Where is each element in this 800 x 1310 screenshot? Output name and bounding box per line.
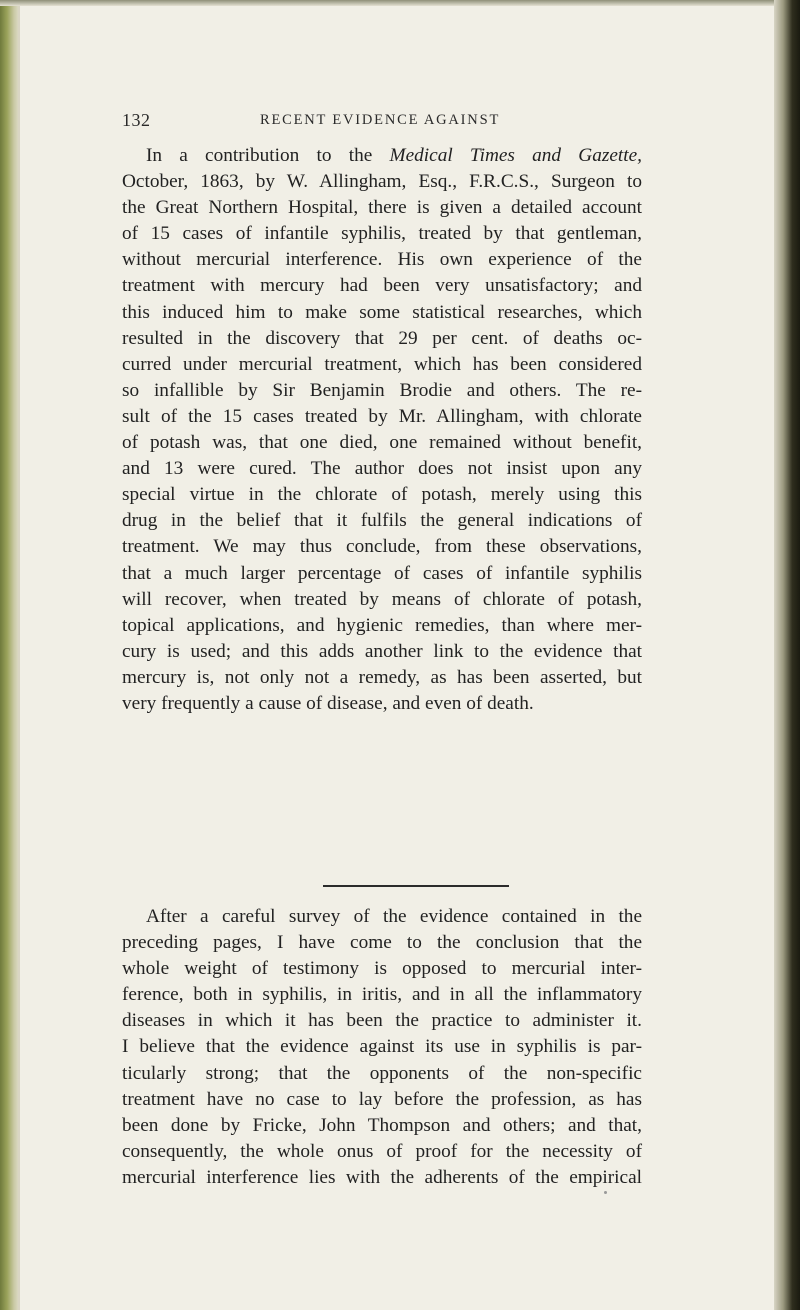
text-line: curred under mercurial treatment, which has been considered (122, 353, 642, 375)
text-line: treatment have no case to lay before the profession, as has (122, 1088, 642, 1110)
text-line: will recover, when treated by means of chlorate of potash, (122, 588, 642, 610)
text-line: treatment. We may thus conclude, from these observations, (122, 536, 642, 558)
text-line: the Great Northern Hospital, there is given a detailed account (122, 197, 642, 219)
text-line: resulted in the discovery that 29 per cent. of deaths oc- (122, 327, 642, 349)
text-line: topical applications, and hygienic remedies, than where mer- (122, 614, 642, 636)
text-line: this induced him to make some statistical researches, which (122, 301, 642, 323)
text-line: without mercurial interference. His own experience of the (122, 249, 642, 271)
text-line: very frequently a cause of disease, and even of death. (122, 692, 534, 714)
text-line: consequently, the whole onus of proof for the necessity of (122, 1140, 642, 1162)
text-line (122, 143, 642, 169)
text-line: treatment with mercury had been very unsatisfactory; and (122, 275, 642, 297)
text-line: whole weight of testimony is opposed to mercurial inter- (122, 958, 642, 980)
text-line: mercury is, not only not a remedy, as has been asserted, but (122, 666, 642, 688)
text-line: sult of the 15 cases treated by Mr. Allingham, with chlorate (122, 405, 642, 427)
paragraph-allingham (122, 143, 642, 717)
text-span: In a contribution to the (146, 145, 390, 166)
paragraph-conclusion (122, 904, 642, 1191)
text-line: diseases in which it has been the practice to administer it. (122, 1010, 642, 1032)
page-number: 132 (122, 110, 151, 130)
text-line: and 13 were cured. The author does not insist upon any (122, 458, 642, 480)
text-line: of 15 cases of infantile syphilis, treated by that gentleman, (122, 223, 642, 245)
text-line: that a much larger percentage of cases of infantile syphilis (122, 562, 642, 584)
section-divider-rule (323, 885, 509, 887)
text-line: cury is used; and this adds another link to the evidence that (122, 640, 642, 662)
paper-speck (604, 1191, 607, 1194)
book-binding-left-edge (0, 0, 20, 1310)
text-line: October, 1863, by W. Allingham, Esq., F.R.C.S., Surgeon to (122, 171, 642, 193)
text-line: special virtue in the chlorate of potash, merely using this (122, 484, 642, 506)
text-line: ticularly strong; that the opponents of the non-specific (122, 1062, 642, 1084)
text-line: mercurial interference lies with the adherents of the empirical (122, 1166, 642, 1188)
journal-title: Medical Times and Gazette, (389, 145, 643, 166)
text-line: so infallible by Sir Benjamin Brodie and others. The re- (122, 379, 642, 401)
text-line: drug in the belief that it fulfils the general indications of (122, 510, 642, 532)
text-line: preceding pages, I have come to the conclusion that the (122, 932, 642, 954)
page-header (122, 110, 602, 134)
page-right-edge-shadow (774, 0, 800, 1310)
running-head: RECENT EVIDENCE AGAINST (260, 112, 501, 128)
text-line: After a careful survey of the evidence contained in the (146, 906, 642, 927)
text-line: of potash was, that one died, one remained without benefit, (122, 432, 642, 454)
text-line: I believe that the evidence against its use in syphilis is par- (122, 1036, 642, 1058)
text-line: ference, both in syphilis, in iritis, and in all the inflammatory (122, 984, 642, 1006)
text-line: been done by Fricke, John Thompson and others; and that, (122, 1114, 642, 1136)
